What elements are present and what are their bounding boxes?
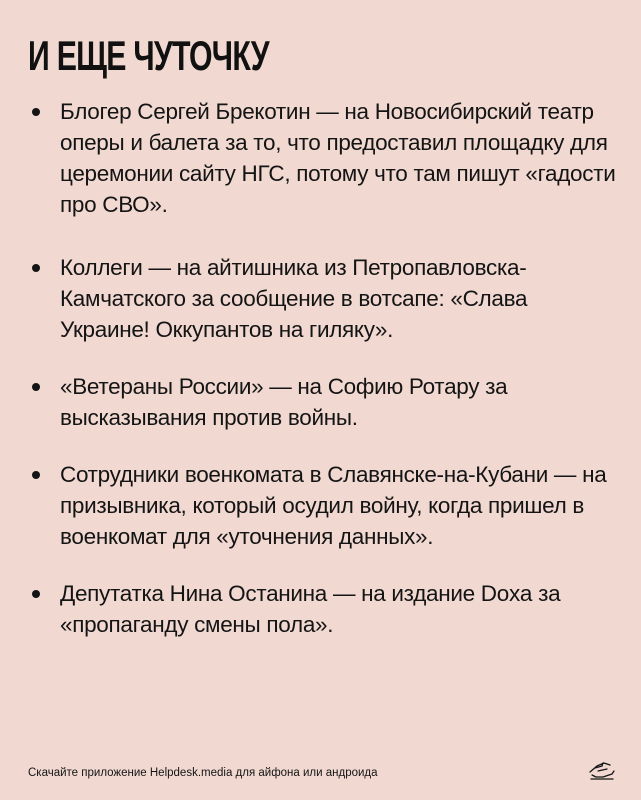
denunciation-list (28, 96, 618, 640)
list-item-text: Сотрудники военкомата в Славянске-на-Кубани — на призывника, который осудил войну, когда пришел в военкомат для «уточнения данных». (60, 462, 607, 549)
list-item (28, 96, 618, 220)
list-item (28, 252, 618, 345)
list-item (28, 459, 618, 552)
bullet-icon (32, 471, 40, 479)
list-item-text: Блогер Сергей Брекотин — на Новосибирский театр оперы и балета за то, что предоставил площадку для церемонии сайту НГС, потому что там пишут «гадости про СВО». (60, 99, 616, 217)
bullet-icon (32, 264, 40, 272)
list-item (28, 371, 618, 433)
bullet-icon (32, 383, 40, 391)
footer-download-text: Скачайте приложение Helpdesk.media для айфона или андроида (28, 767, 378, 779)
list-item-text: «Ветераны России» — на Софию Ротару за высказывания против войны. (60, 374, 508, 430)
bullet-icon (32, 108, 40, 116)
bullet-icon (32, 590, 40, 598)
list-item-text: Коллеги — на айтишника из Петропавловска-Камчатского за сообщение в вотсапе: «Слава Украине! Оккупантов на гиляку». (60, 255, 528, 342)
list-item (28, 578, 618, 640)
list-item-text: Депутатка Нина Останина — на издание Doxa за «пропаганду смены пола». (60, 581, 561, 637)
page-title: И ЕЩЕ ЧУТОЧКУ (28, 32, 269, 79)
helpdesk-hand-logo-icon (588, 760, 616, 782)
